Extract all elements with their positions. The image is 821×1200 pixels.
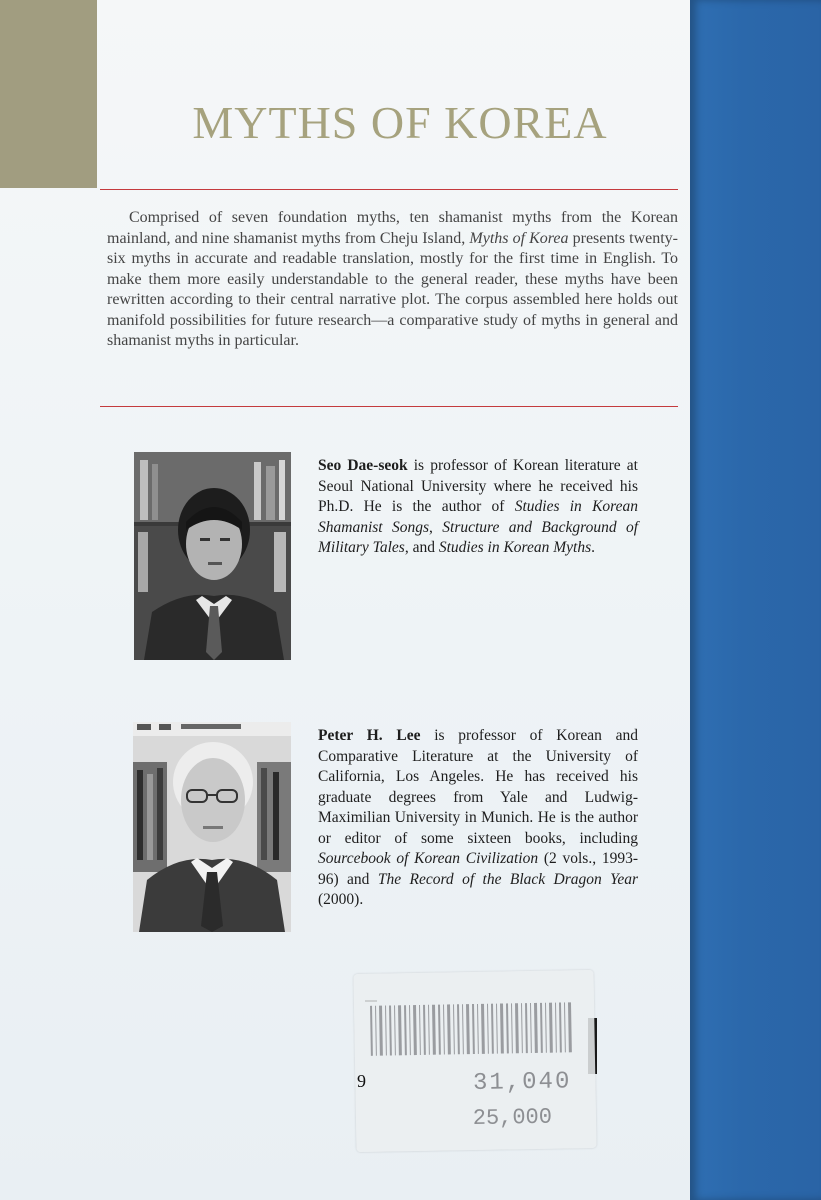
author-bio-seo [318,456,638,559]
bottom-divider [100,406,678,407]
page-mark: 9 [357,1071,366,1091]
book-title: MYTHS OF KOREA [192,97,608,148]
bio-end: . [591,539,595,556]
author-bio-lee [318,726,638,911]
sticker-price: 25,000 [472,1104,553,1132]
book-spine [690,0,821,1200]
author-photo-lee [133,722,291,932]
bio-text: is professor of Korean and Comparative Literature at the University of California, Los Angeles. He has received his graduate degrees from Yale and Ludwig-Maximilian University in Munich. He is the author or editor of some sixteen books, including [318,727,638,847]
bio-separator: , [429,518,443,536]
price-sticker [353,970,596,1152]
bio-end: (2000). [318,891,364,908]
top-divider [100,189,678,190]
description-part-1: Comprised of seven foundation myths, ten shamanist myths from the Korean mainland, and nine shamanist myths from Cheju Island, [107,209,678,247]
bio-work: Studies in Korean Shamanist Songs [318,498,638,536]
bio-text: (2 vols., 1993-96) and [318,850,638,888]
sticker-code: 31,040 [472,1068,572,1098]
description-book-title: Myths of Korea [469,229,569,247]
corner-color-block [0,0,97,188]
bio-separator: , and [404,539,439,556]
bio-work: The Record of the Black Dragon Year [377,870,639,888]
book-description [107,208,678,352]
bio-work: Sourcebook of Korean Civilization [318,850,539,867]
barcode-icon [368,998,577,1062]
author-name: Seo Dae-seok [318,457,408,474]
description-part-2: presents twenty-six myths in accurate and readable translation, mostly for the first time in English. To make them more easily understandable to the general reader, these myths have been rewritten according to their central narrative plot. The corpus assembled here holds out manifold possibilities for future research—a comparative study of myths in general and shamanist myths in particular. [107,229,679,349]
author-name: Peter H. Lee [318,727,421,744]
author-photo-seo [134,452,291,660]
bio-work: Structure and Background of Military Tales [318,518,639,556]
bio-text: is professor of Korean literature at Seoul National University where he received his Ph.D. He is the author of [318,457,638,515]
bio-work: Studies in Korean Myths [438,539,592,556]
